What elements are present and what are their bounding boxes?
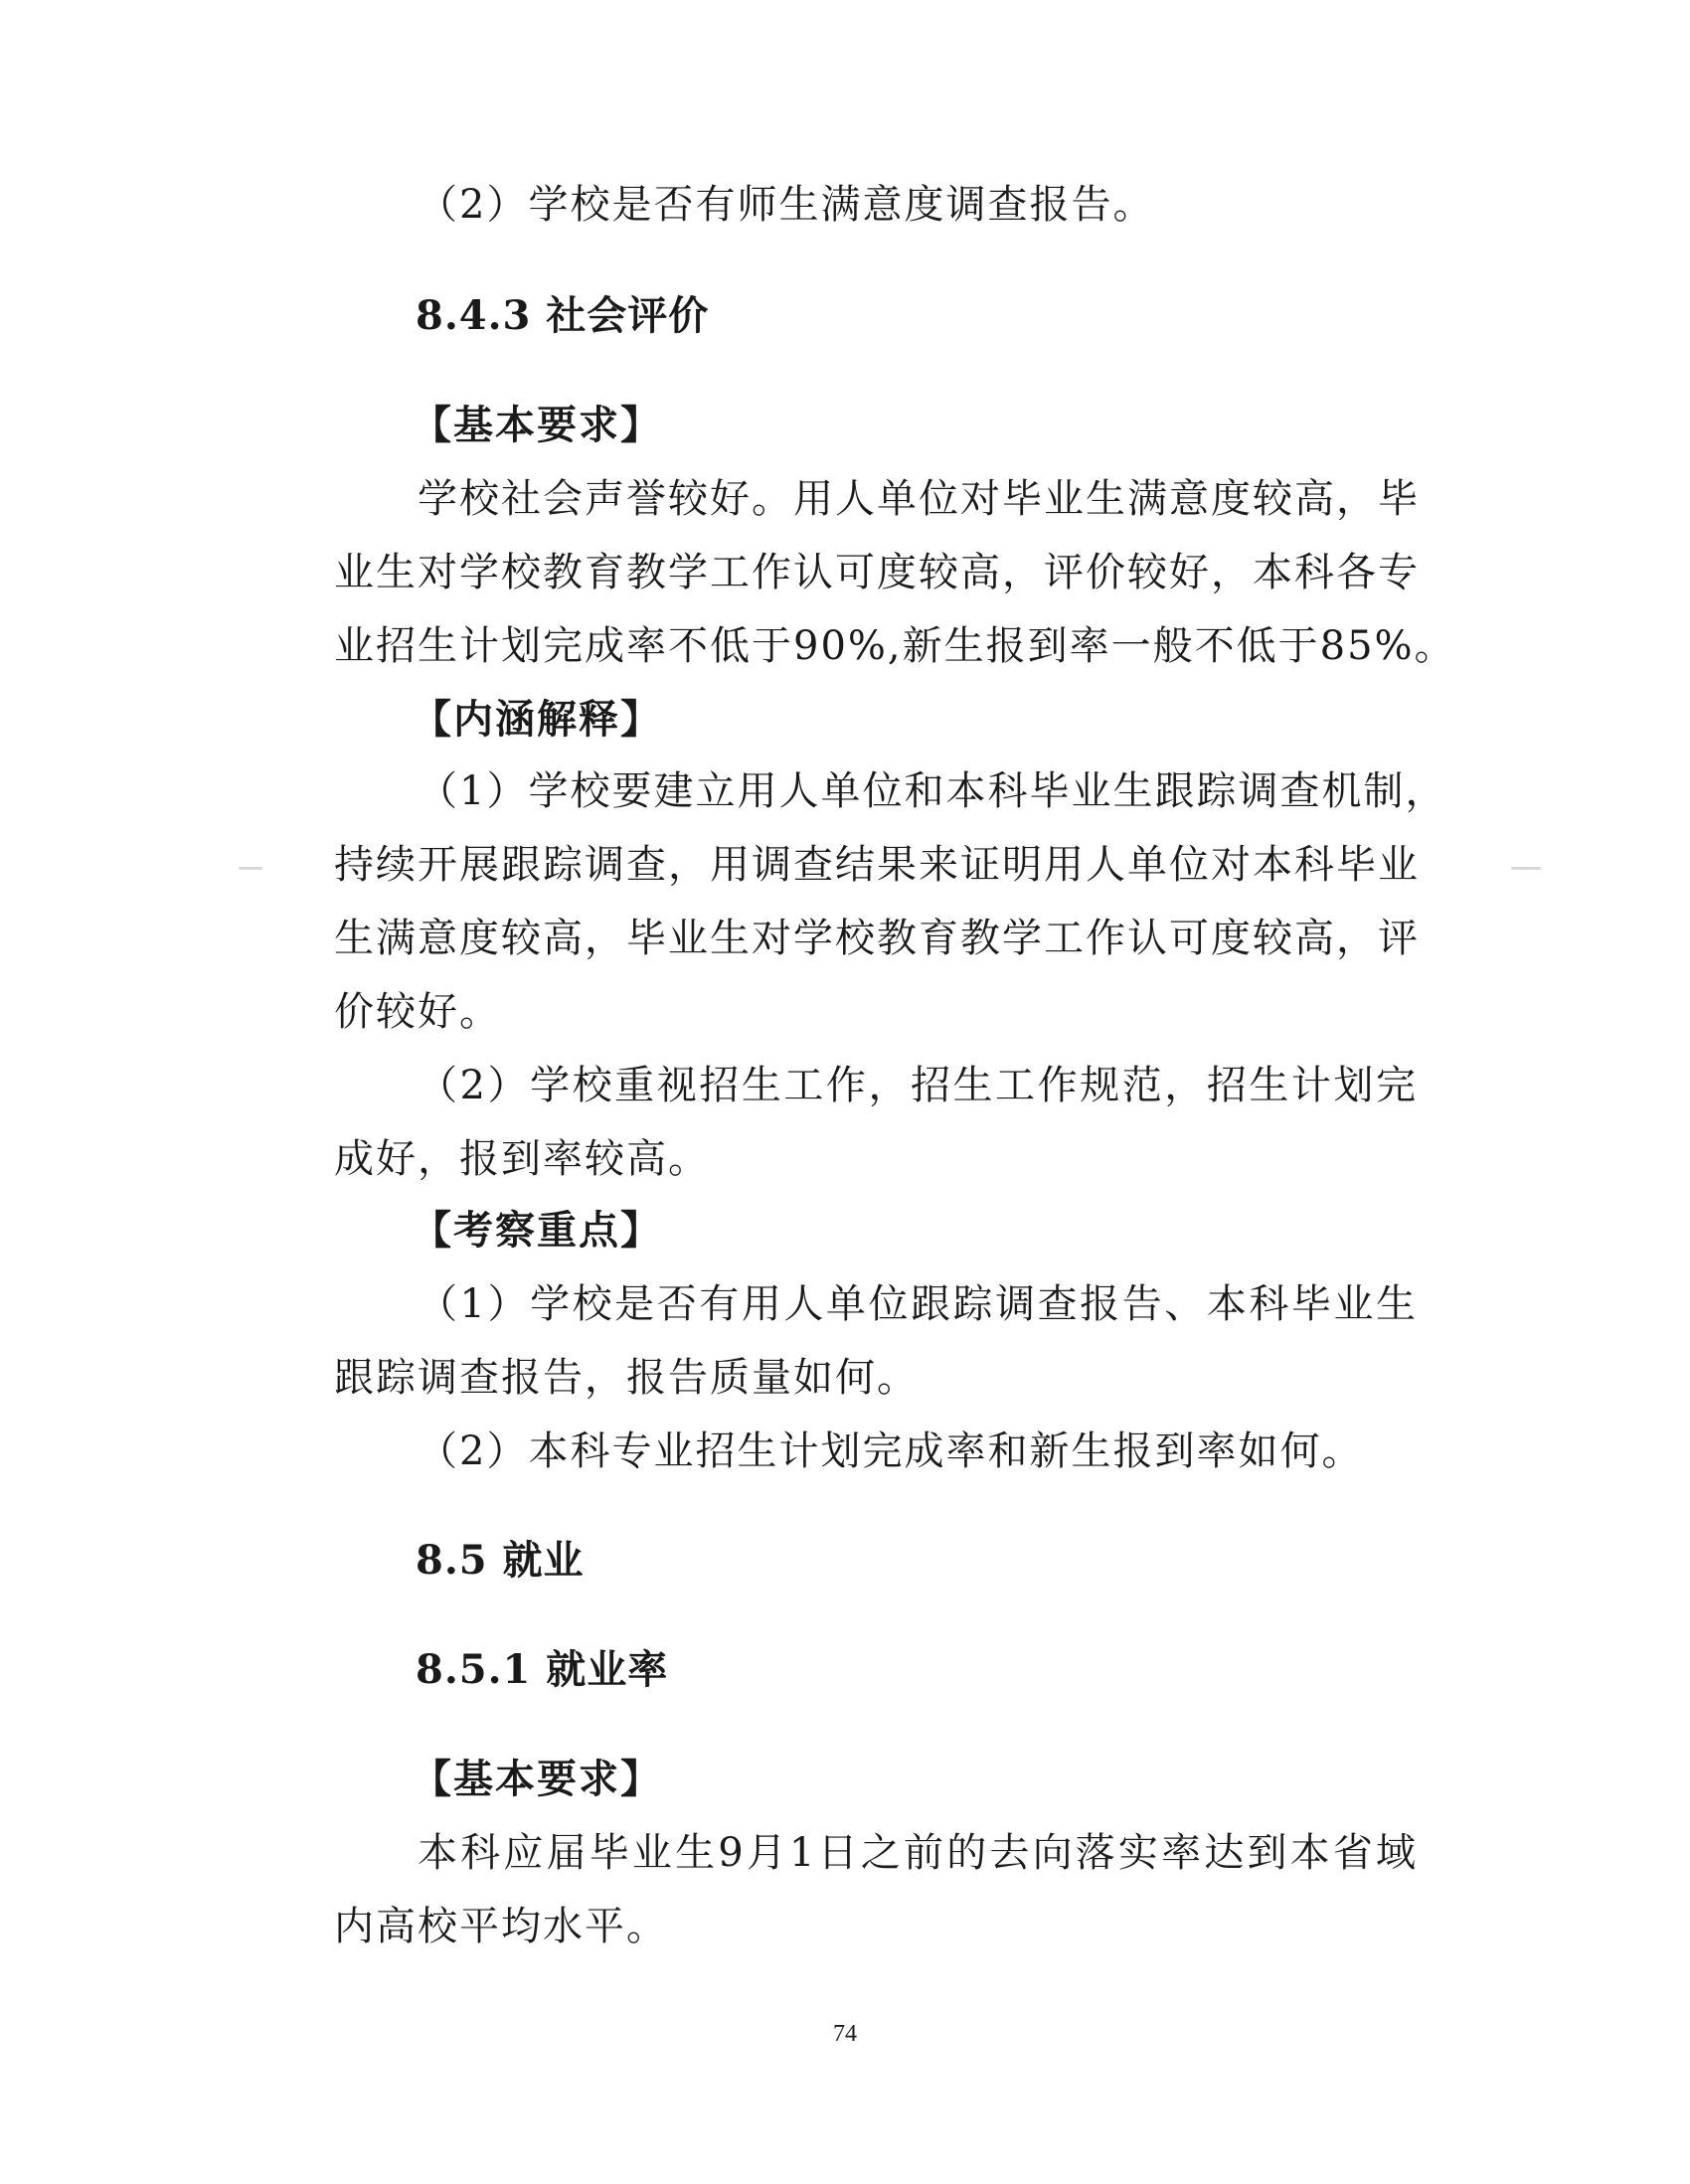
subheading-basic-requirements-2: 【基本要求】: [412, 1756, 662, 1802]
paragraph-line: 成好，报到率较高。: [334, 1136, 710, 1182]
subheading-connotation-explanation: 【内涵解释】: [412, 696, 662, 743]
paragraph-line: （2）学校是否有师生满意度调查报告。: [418, 182, 1155, 228]
paragraph-line: 跟踪调查报告，报告质量如何。: [334, 1355, 919, 1401]
section-heading-8-4-3: 8.4.3 社会评价: [416, 292, 710, 339]
paragraph-line: 内高校平均水平。: [334, 1904, 668, 1949]
paragraph-line: 价较好。: [334, 989, 501, 1035]
paragraph-line: 持续开展跟踪调查，用调查结果来证明用人单位对本科毕业: [334, 842, 1420, 888]
section-heading-8-5: 8.5 就业: [416, 1537, 585, 1584]
subheading-inspection-focus: 【考察重点】: [412, 1207, 662, 1254]
paragraph-line: 学校社会声誉较好。用人单位对毕业生满意度较高，毕: [418, 476, 1420, 522]
paragraph-line: 生满意度较高，毕业生对学校教育教学工作认可度较高，评: [334, 916, 1420, 961]
scan-mark: [1511, 867, 1541, 870]
paragraph-line: 本科应届毕业生9月1日之前的去向落实率达到本省域: [418, 1830, 1418, 1876]
paragraph-line: （2）本科专业招生计划完成率和新生报到率如何。: [418, 1428, 1364, 1474]
subheading-basic-requirements: 【基本要求】: [412, 402, 662, 448]
paragraph-line: 业生对学校教育教学工作认可度较高，评价较好，本科各专: [334, 550, 1420, 595]
paragraph-line: （2）学校重视招生工作，招生工作规范，招生计划完: [418, 1063, 1418, 1108]
paragraph-line: （1）学校是否有用人单位跟踪调查报告、本科毕业生: [418, 1281, 1418, 1327]
section-heading-8-5-1: 8.5.1 就业率: [416, 1646, 669, 1693]
paragraph-line: （1）学校要建立用人单位和本科毕业生跟踪调查机制，: [418, 768, 1447, 814]
paragraph-line: 业招生计划完成率不低于90%,新生报到率一般不低于85%。: [334, 623, 1456, 669]
page-number: 74: [833, 2021, 857, 2047]
scan-mark: [239, 867, 262, 870]
